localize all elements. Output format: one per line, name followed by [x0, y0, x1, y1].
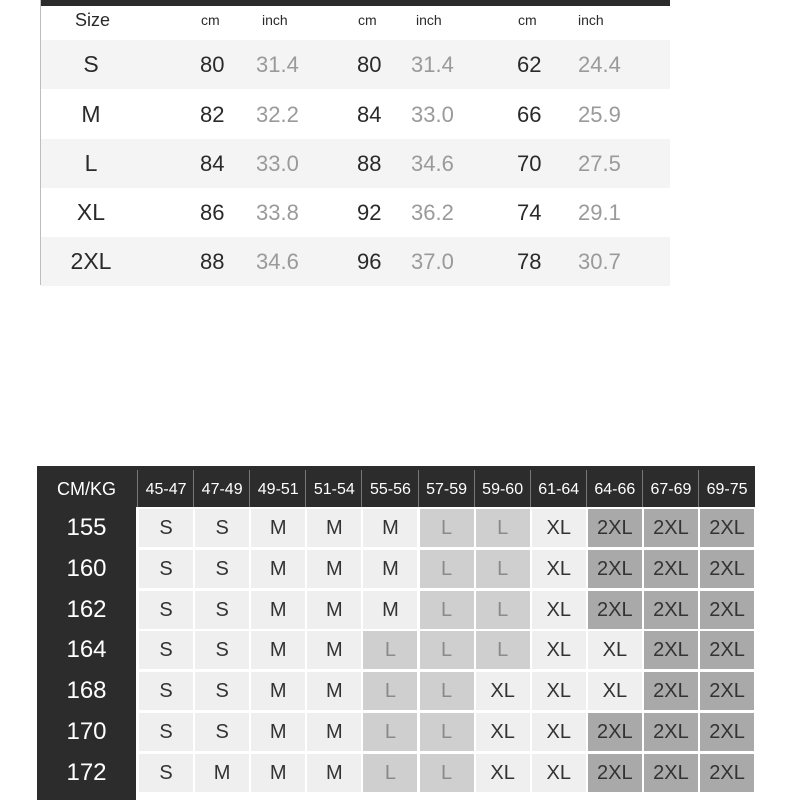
size-cell: M	[307, 713, 361, 751]
size-cell: S	[139, 550, 193, 588]
size-cell: 2XL	[644, 550, 698, 588]
size-cell: 2XL	[644, 509, 698, 547]
header-divider	[530, 470, 531, 507]
cm-value: 84	[200, 151, 225, 176]
cm-value: 66	[517, 102, 542, 127]
size-cell: XL	[588, 672, 642, 710]
size-cell: M	[307, 550, 361, 588]
size-cell: S	[195, 591, 249, 629]
cm-value: 78	[517, 249, 542, 274]
height-label: 170	[66, 718, 107, 745]
size-cell: S	[139, 754, 193, 792]
weight-range-header: 55-56	[369, 481, 411, 498]
unit-header-cm: cm	[201, 12, 220, 28]
size-cell: XL	[588, 631, 642, 669]
size-cell: M	[363, 591, 417, 629]
size-cell: L	[420, 591, 474, 629]
size-cell: XL	[532, 713, 586, 751]
weight-range-header: 67-69	[650, 481, 692, 498]
cm-value: 62	[517, 52, 542, 77]
inch-value: 24.4	[578, 52, 621, 77]
size-cell: M	[251, 509, 305, 547]
cm-value: 86	[200, 200, 225, 225]
size-cell: XL	[476, 713, 530, 751]
size-cell: L	[420, 754, 474, 792]
size-recommendation-chart	[37, 466, 755, 800]
inch-value: 33.0	[256, 151, 299, 176]
size-cell: S	[139, 713, 193, 751]
size-header: Size	[75, 10, 111, 30]
header-divider	[137, 470, 138, 507]
size-cell: L	[363, 754, 417, 792]
height-label: 162	[66, 595, 107, 623]
inch-value: 34.6	[411, 151, 454, 176]
size-cell: 2XL	[700, 509, 754, 547]
inch-value: 31.4	[256, 52, 299, 77]
size-cell: M	[363, 550, 417, 588]
weight-range-header: 57-59	[426, 481, 467, 498]
weight-range-header: 64-66	[594, 481, 636, 498]
size-cell: L	[363, 672, 417, 710]
size-cell: 2XL	[644, 754, 698, 792]
inch-value: 31.4	[411, 52, 454, 77]
corner-label: CM/KG	[56, 479, 116, 499]
size-label: L	[84, 150, 98, 176]
inch-value: 37.0	[411, 249, 454, 274]
header-divider	[586, 470, 587, 507]
size-cell: M	[251, 754, 305, 792]
size-cell: L	[476, 631, 530, 669]
table-row	[41, 139, 670, 188]
cm-value: 96	[357, 249, 382, 274]
height-label: 160	[66, 554, 107, 582]
header-divider	[361, 470, 362, 507]
size-cell: XL	[532, 591, 586, 629]
size-cell: L	[476, 591, 530, 629]
size-cell: S	[139, 591, 193, 629]
size-cell: L	[420, 631, 474, 669]
size-cell: L	[363, 713, 417, 751]
size-cell: S	[139, 672, 193, 710]
header-divider	[642, 470, 643, 507]
size-cell: M	[307, 631, 361, 669]
header-divider	[305, 470, 306, 507]
cm-value: 92	[357, 200, 382, 225]
inch-value: 30.7	[578, 249, 621, 274]
size-cell: L	[476, 509, 530, 547]
inch-value: 32.2	[256, 102, 299, 127]
inch-value: 25.9	[578, 102, 621, 127]
size-cell: 2XL	[588, 713, 642, 751]
table-row	[41, 237, 670, 286]
height-label: 164	[66, 636, 107, 664]
inch-value: 34.6	[256, 249, 299, 274]
size-cell: 2XL	[644, 631, 698, 669]
table-row	[41, 40, 670, 89]
size-label: XL	[76, 199, 106, 225]
size-cell: 2XL	[700, 754, 754, 792]
size-label: 2XL	[70, 248, 112, 274]
header-divider	[249, 470, 250, 507]
inch-value: 33.8	[256, 200, 299, 225]
size-cell: 2XL	[700, 631, 754, 669]
size-cell: S	[139, 631, 193, 669]
size-cell: XL	[532, 631, 586, 669]
weight-range-header: 47-49	[201, 481, 243, 498]
inch-value: 33.0	[411, 102, 454, 127]
unit-header-inch: inch	[416, 12, 442, 28]
cm-value: 74	[517, 200, 542, 225]
height-label: 172	[66, 758, 107, 786]
size-cell: 2XL	[644, 713, 698, 751]
size-cell: M	[363, 509, 417, 547]
size-cell: M	[195, 754, 249, 792]
size-cell: 2XL	[588, 550, 642, 588]
size-cell: 2XL	[700, 591, 754, 629]
size-cell: M	[251, 672, 305, 710]
size-cell: L	[476, 550, 530, 588]
size-cell: L	[420, 509, 474, 547]
weight-range-header: 45-47	[145, 481, 187, 498]
cm-value: 88	[200, 249, 225, 274]
size-cell: 2XL	[644, 591, 698, 629]
weight-range-header: 51-54	[313, 481, 355, 498]
weight-range-header: 49-51	[257, 481, 299, 498]
size-cell: XL	[476, 672, 530, 710]
size-cell: XL	[476, 754, 530, 792]
size-cell: S	[195, 672, 249, 710]
size-cell: L	[420, 672, 474, 710]
size-label: S	[83, 51, 99, 77]
size-cell: S	[195, 509, 249, 547]
inch-value: 27.5	[578, 151, 621, 176]
size-cell: M	[251, 550, 305, 588]
size-label: M	[81, 101, 101, 127]
size-cell: M	[251, 713, 305, 751]
size-cell: 2XL	[700, 672, 754, 710]
height-label: 155	[66, 514, 107, 541]
size-cell: M	[251, 631, 305, 669]
cm-value: 84	[357, 102, 382, 127]
size-cell: L	[420, 713, 474, 751]
inch-value: 36.2	[411, 200, 454, 225]
size-cell: XL	[532, 550, 586, 588]
table-row	[41, 188, 670, 237]
table-row	[41, 90, 670, 139]
size-cell: XL	[532, 672, 586, 710]
weight-range-header: 61-64	[538, 481, 580, 498]
cm-value: 80	[357, 52, 382, 77]
inch-value: 29.1	[578, 200, 621, 225]
height-label: 168	[66, 677, 107, 705]
size-cell: 2XL	[588, 509, 642, 547]
header-divider	[193, 470, 194, 507]
unit-header-cm: cm	[518, 12, 537, 28]
size-cell: M	[307, 754, 361, 792]
cm-value: 82	[200, 102, 225, 127]
cm-value: 88	[357, 151, 382, 176]
size-cell: L	[420, 550, 474, 588]
size-cell: M	[307, 509, 361, 547]
size-cell: XL	[532, 509, 586, 547]
size-cell: L	[363, 631, 417, 669]
size-cell: M	[307, 591, 361, 629]
size-cell: 2XL	[588, 754, 642, 792]
size-cell: S	[139, 509, 193, 547]
unit-header-cm: cm	[358, 12, 377, 28]
size-cell: 2XL	[644, 672, 698, 710]
table-top-bar	[40, 0, 670, 6]
size-cell: M	[307, 672, 361, 710]
size-cell: XL	[532, 754, 586, 792]
weight-range-header: 69-75	[706, 481, 748, 498]
size-cell: S	[195, 713, 249, 751]
cm-value: 70	[517, 151, 542, 176]
measurement-table	[40, 0, 670, 285]
size-cell: 2XL	[700, 713, 754, 751]
size-cell: 2XL	[588, 591, 642, 629]
unit-header-inch: inch	[578, 12, 604, 28]
header-divider	[418, 470, 419, 507]
header-divider	[698, 470, 699, 507]
size-cell: S	[195, 631, 249, 669]
weight-range-header: 59-60	[482, 481, 524, 498]
cm-value: 80	[200, 52, 225, 77]
header-divider	[474, 470, 475, 507]
unit-header-inch: inch	[262, 12, 288, 28]
size-cell: M	[251, 591, 305, 629]
size-cell: 2XL	[700, 550, 754, 588]
size-cell: S	[195, 550, 249, 588]
